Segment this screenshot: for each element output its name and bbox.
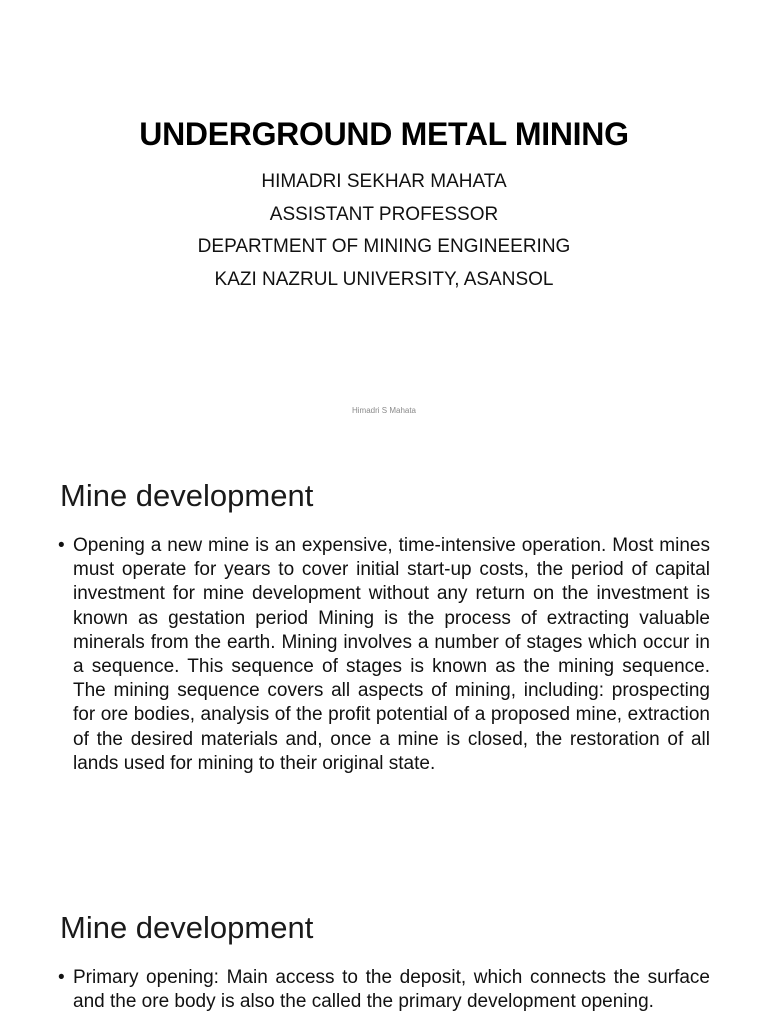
slide-footer: Himadri S Mahata: [351, 406, 417, 415]
bullet-text: Primary opening: Main access to the deposit, which connects the surface and the ore body is also the called the primary development opening.: [73, 967, 710, 1013]
author-university: KAZI NAZRUL UNIVERSITY, ASANSOL: [214, 268, 554, 290]
content-slide: [0, 440, 768, 880]
bullet-marker: •: [58, 535, 65, 556]
author-department: DEPARTMENT OF MINING ENGINEERING: [197, 236, 571, 257]
slide-heading: Mine development: [60, 478, 314, 513]
title-slide: [0, 0, 768, 440]
bullet-point: [58, 534, 710, 776]
slide-heading: Mine development: [60, 910, 314, 945]
author-info: [0, 166, 768, 296]
author-position: ASSISTANT PROFESSOR: [269, 203, 499, 225]
presentation-title: UNDERGROUND METAL MINING: [139, 116, 629, 152]
author-name: HIMADRI SEKHAR MAHATA: [261, 171, 507, 192]
bullet-marker: •: [58, 967, 65, 988]
bullet-point: [58, 966, 710, 1014]
content-slide: [0, 880, 768, 1024]
bullet-text: Opening a new mine is an expensive, time-intensive operation. Most mines must operate for years to cover initial start-up costs, the period of capital investment for mine development without any return on the investment is known as gestation period Mining is the process of extracting valuable minerals from the earth. Mining involves a number of stages which occur in a sequence. This sequence of stages is known as the mining sequence. The mining sequence covers all aspects of mining, including: prospecting for ore bodies, analysis of the profit potential of a proposed mine, extraction of the desired materials and, once a mine is closed, the restoration of all lands used for mining to their original state.: [73, 535, 710, 774]
